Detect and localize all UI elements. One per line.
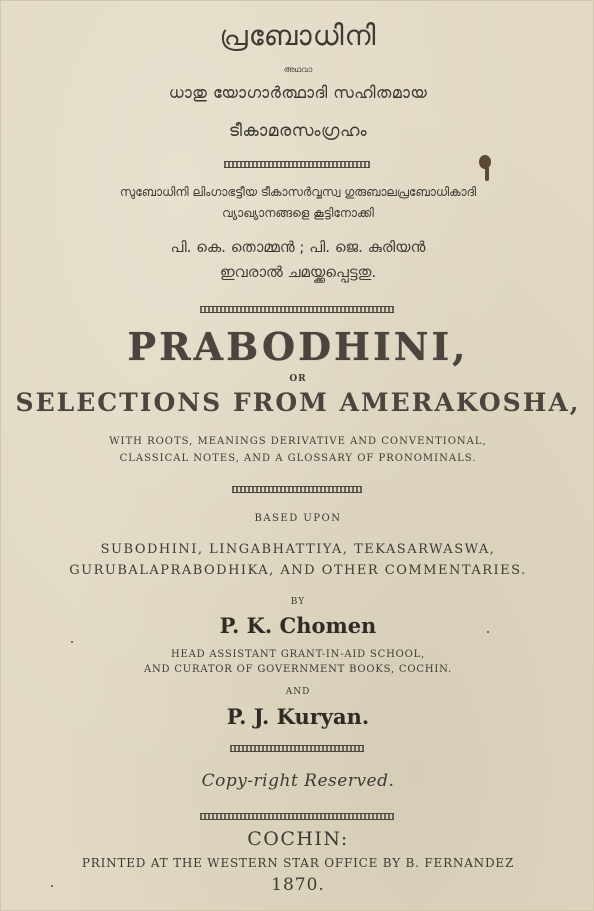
commentaries-line-1: SUBODHINI, LINGABHATTIYA, TEKASARWASWA, <box>100 542 496 557</box>
printer-line: PRINTED AT THE WESTERN STAR OFFICE BY B. FERNANDEZ <box>81 856 515 870</box>
by-word: BY <box>290 597 306 607</box>
ornamental-rule-2 <box>200 306 394 313</box>
malayalam-description-1: സുബോധിനി ലിംഗാഭട്ടീയ ടീകാസർവ്വസ്വ ഗുരുബാലപ്രബോധികാദി <box>119 185 477 199</box>
malayalam-title: പ്രബോധിനി <box>219 19 377 52</box>
malayalam-authors: പി. കെ. തൊമ്മൻ ; പി. ജെ. കുരിയൻ <box>170 238 426 256</box>
malayalam-subtitle-1: ധാതു യോഗാർത്ഥാദി സഹിതമായ <box>168 83 428 102</box>
paper-speck <box>51 885 53 887</box>
description-line-2: CLASSICAL NOTES, AND A GLOSSARY OF PRONOMINALS. <box>119 453 477 464</box>
based-upon: BASED UPON <box>254 513 342 524</box>
or-word: OR <box>289 374 307 384</box>
ornamental-rule-5 <box>200 813 394 820</box>
author-1-position-2: AND CURATOR OF GOVERNMENT BOOKS, COCHIN. <box>143 664 452 675</box>
malayalam-subtitle-2: ടീകാമരസംഗ്രഹം <box>228 121 368 141</box>
and-word: AND <box>285 687 311 697</box>
author-2: P. J. Kuryan. <box>226 704 370 729</box>
selections-heading: SELECTIONS FROM AMERAKOSHA, <box>15 388 581 417</box>
malayalam-description-2: വ്യാഖ്യാനങ്ങളെ കൂട്ടിനോക്കി <box>222 206 374 220</box>
ornamental-rule-4 <box>230 745 364 752</box>
publication-year: 1870. <box>271 875 325 895</box>
ornamental-rule-3 <box>232 486 362 493</box>
malayalam-small-note: അഥവാ <box>283 65 313 74</box>
author-1-position-1: HEAD ASSISTANT GRANT-IN-AID SCHOOL, <box>170 649 426 660</box>
author-1: P. K. Chomen <box>219 613 377 638</box>
english-title: PRABODHINI, <box>127 324 469 369</box>
ornamental-rule-1 <box>224 161 370 168</box>
commentaries-line-2: GURUBALAPRABODHIKA, AND OTHER COMMENTARIES. <box>69 563 527 578</box>
malayalam-composed: ഇവരാൽ ചമയ്ക്കപ്പെട്ടതു. <box>219 263 377 281</box>
ink-blot-tail <box>485 167 489 181</box>
paper-speck <box>71 641 73 643</box>
description-line-1: WITH ROOTS, MEANINGS DERIVATIVE AND CONVENTIONAL, <box>109 436 487 447</box>
publication-place: COCHIN: <box>247 828 349 850</box>
copyright-notice: Copy-right Reserved. <box>201 771 395 791</box>
paper-speck <box>487 631 489 633</box>
